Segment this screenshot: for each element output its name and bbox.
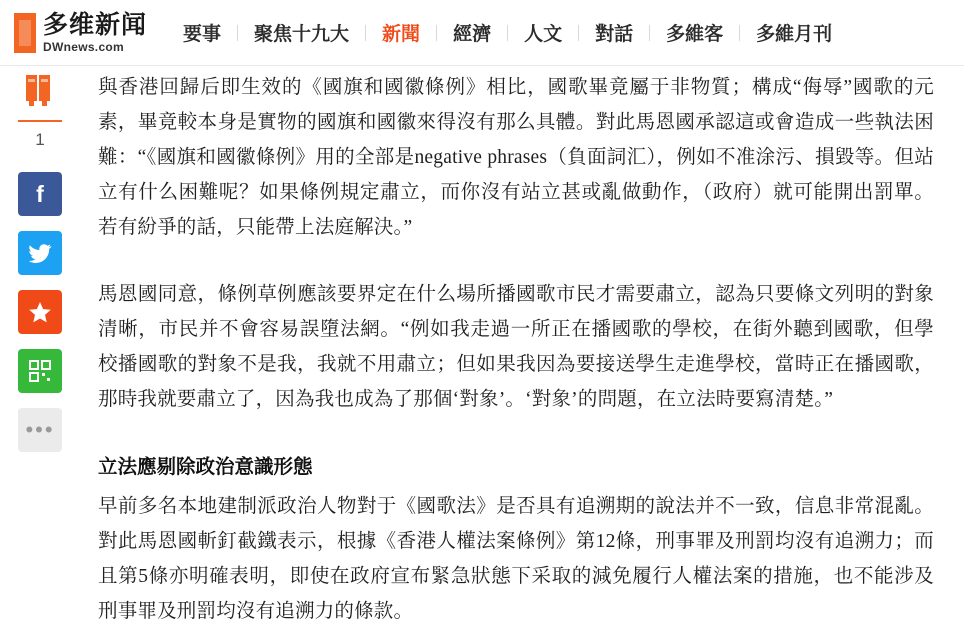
- main-navigation: [167, 0, 848, 66]
- site-header: [0, 0, 964, 66]
- facebook-icon: f: [36, 180, 44, 207]
- comment-count: 1: [35, 130, 45, 149]
- article-paragraph: 與香港回歸后即生效的《國旗和國徽條例》相比，國歌畢竟屬于非物質；構成“侮辱”國歌的元素，畢竟較本身是實物的國旗和國徽來得沒有那么具體。對此馬恩國承認這或會造成一些執法困難：“《國旗和國徽條例》用的全部是negative phrases（負面詞汇），例如不准涂污、損毀等。但站立有什么困難呢？如果條例規定肅立，而你沒有站立甚或亂做動作，（政府）就可能開出罰單。若有紛爭的話，只能帶上法庭解決。”: [98, 77, 934, 238]
- logo-title-en: DWnews.com: [43, 39, 125, 54]
- share-twitter-button[interactable]: [18, 231, 62, 275]
- share-facebook-button[interactable]: [18, 172, 62, 216]
- wechat-qr-icon: [28, 359, 52, 383]
- share-favorite-button[interactable]: [18, 290, 62, 334]
- article-subheading: 立法應剔除政治意識形態: [98, 457, 313, 478]
- rail-divider: [18, 120, 62, 122]
- logo-text: [43, 10, 148, 54]
- nav-item-yaoshi[interactable]: 要事: [183, 24, 222, 45]
- twitter-icon: [28, 243, 52, 263]
- nav-item-culture[interactable]: 人文: [524, 24, 563, 45]
- comment-bubble-icon[interactable]: [18, 70, 62, 116]
- share-more-button[interactable]: [18, 408, 62, 452]
- ellipsis-icon: •••: [25, 417, 55, 442]
- nav-item-economy[interactable]: 經濟: [453, 24, 492, 45]
- article-paragraph: 馬恩國同意，條例草例應該要界定在什么場所播國歌市民才需要肅立，認為只要條文列明的對象清晰，市民并不會容易誤墮法網。“例如我走過一所正在播國歌的學校，在街外聽到國歌，但學校播國歌的對象不是我，我就不用肅立；但如果我因為要接送學生走進學校，當時正在播國歌，那時我就要肅立了，因為我也成為了那個‘對象’。‘對象’的問題，在立法時要寫清楚。”: [98, 284, 934, 410]
- article-body: [98, 70, 934, 643]
- nav-item-dialogue[interactable]: 對話: [595, 24, 634, 45]
- logo-title-cn: 多维新闻: [43, 10, 148, 39]
- dw-logo-icon: [14, 13, 36, 53]
- share-wechat-button[interactable]: [18, 349, 62, 393]
- share-rail: [18, 70, 66, 467]
- nav-item-news[interactable]: 新聞: [382, 24, 421, 45]
- star-icon: [28, 301, 52, 324]
- article-paragraph: 早前多名本地建制派政治人物對于《國歌法》是否具有追溯期的說法并不一致，信息非常混亂。對此馬恩國斬釘截鐵表示，根據《香港人權法案條例》第12條，刑事罪及刑罰均沒有追溯力；而且第5條亦明確表明，即使在政府宣布緊急狀態下采取的減免履行人權法案的措施，也不能涉及刑事罪及刑罰均沒有追溯力的條款。: [98, 496, 934, 622]
- nav-item-monthly[interactable]: 多維月刊: [756, 24, 833, 45]
- nav-item-19th-congress[interactable]: 聚焦十九大: [254, 24, 350, 45]
- nav-item-dwke[interactable]: 多維客: [666, 24, 724, 45]
- site-logo[interactable]: [14, 10, 148, 54]
